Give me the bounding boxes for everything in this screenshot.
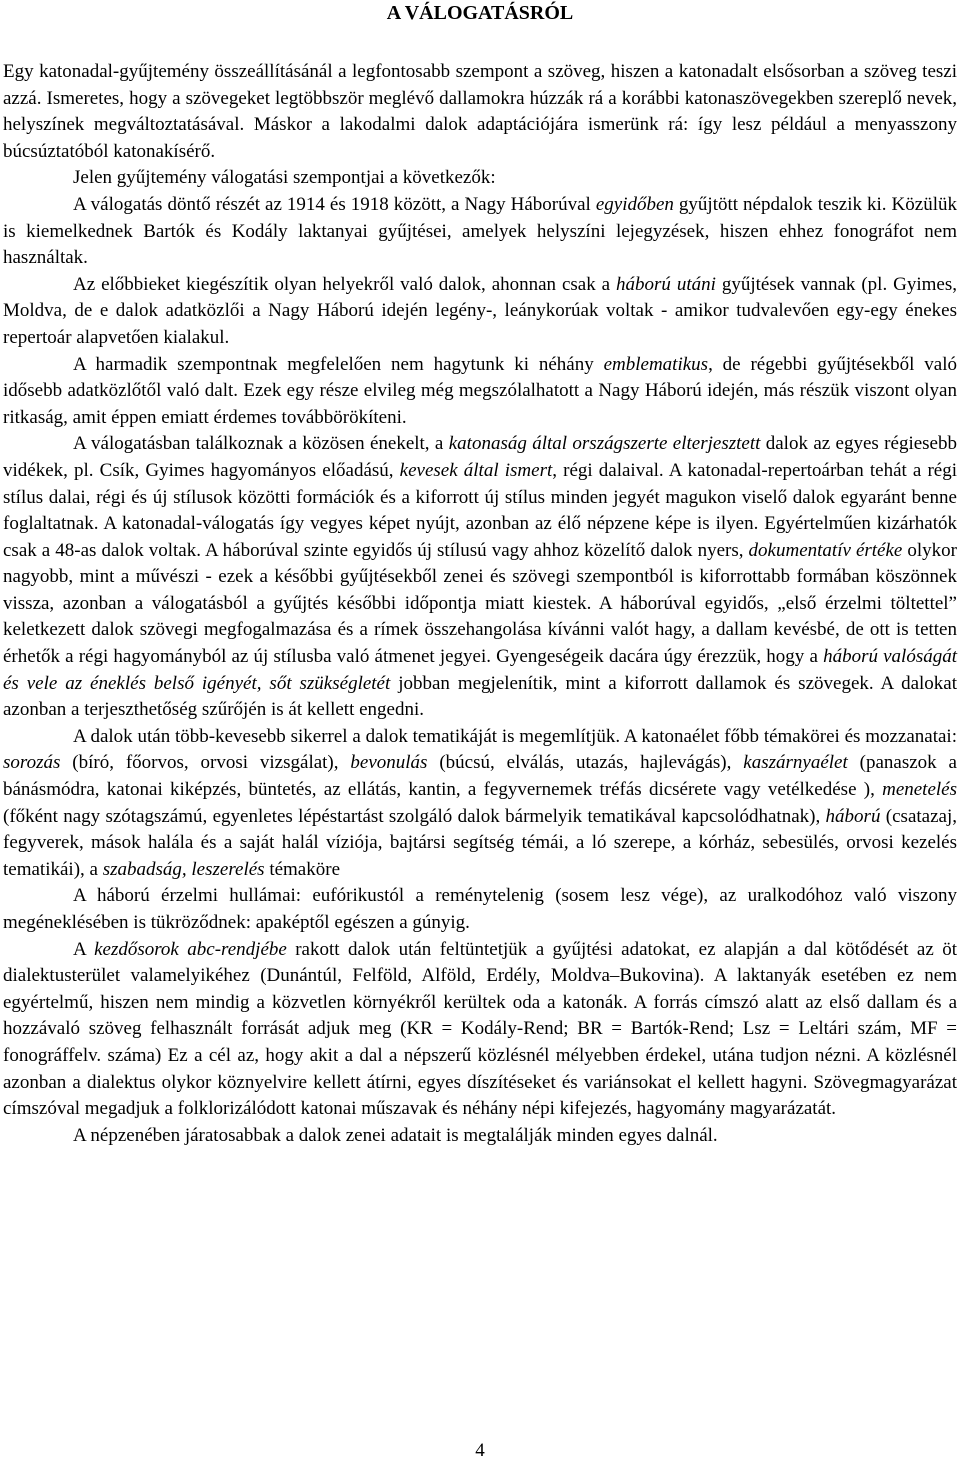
italic-text: kaszárnyaélet	[743, 752, 848, 774]
text-run: gyűjtött népdalok teszik ki. Közülük is kiemelkednek Bartók és Kodály laktanyai gyűjtései, amelyek helyszíni lejegyzések, hiszen ehhez fonográfot nem használtak.	[3, 193, 957, 269]
italic-text: bevonulás	[350, 752, 428, 774]
text-run: Egy katonadal-gyűjtemény összeállításánál a legfontosabb szempont a szöveg, hiszen a katonadalt elsősorban a szöveg teszi azzá. Ismeretes, hogy a szövegeket legtöbbször meglévő dallamokra húzzák rá a korábbi katonaszövegekben szereplő nevek, helyszínek megváltoztatásával. Máskor a lakodalmi dalok adaptációjára ismerünk rá: így lesz például a menyasszony búcsúztatóból katonakísérő.	[3, 61, 957, 162]
text-run: dalok az egyes régiesebb vidékek, pl. Csík, Gyimes hagyományos előadású,	[3, 433, 957, 481]
italic-text: menetelés	[882, 779, 957, 801]
italic-text: háború	[825, 805, 881, 827]
text-run: Jelen gyűjtemény válogatási szempontjai a következők:	[73, 167, 496, 189]
italic-text: háború utáni	[616, 273, 716, 295]
paragraph	[3, 724, 957, 884]
page-number: 4	[475, 1440, 485, 1461]
paragraph	[3, 1123, 957, 1150]
page-title: A VÁLOGATÁSRÓL	[386, 2, 574, 24]
text-run: témaköre	[264, 858, 340, 880]
text-run: , régi dalaival. A katonadal-repertoárban tehát a régi stílus dalai, régi és új stílusok közötti formációk és a kiforrott új stílus minden jegyét magukon viselő dalok egyaránt benne foglaltatnak. A katonadal-válogatás így vegyes képet nyújt, azonban az élő népzene képe is ilyen. Egyértelműen kizárhatók csak a 48-as dalok voltak. A háborúval szinte egyidős új stílusú vagy ahhoz közelítő dalok nyers,	[3, 459, 958, 561]
text-run: gyűjtések vannak (pl. Gyimes, Moldva, de e dalok adatközlői a Nagy Háború idején legény-, leánykorúak voltak - amikor tudvalevően egy-egy énekes repertoár alapvetően kialakul.	[3, 273, 957, 348]
italic-text: sorozás	[3, 752, 61, 774]
paragraph	[3, 192, 957, 272]
text-run: A népzenében járatosabbak a dalok zenei adatait is megtalálják minden egyes dalnál.	[73, 1124, 718, 1146]
paragraph	[3, 937, 957, 1123]
paragraph	[3, 59, 957, 165]
text-run: (csatazaj, fegyverek, mások halála és a saját halál víziója, bajtársi segítség témái, a ló szerepe, a kórház, sebesülés, orvosi kezelés tematikái), a	[3, 805, 957, 880]
text-run: (panaszok a bánásmódra, katonai kiképzés, büntetés, az ellátás, kantin, a fegyvernemek tréfás dicsérete vagy vetélkedése ),	[3, 752, 957, 801]
text-run: olykor nagyobb, mint a művészi - ezek a későbbi gyűjtésekből zenei és szövegi szempontból is kiforrottabb formában köszönnek vissza, azonban a válogatásból a gyűjtés későbbi időpontja miatt kiestek. A háborúval egyidős, „első érzelmi töltettel” keletkezett dalok szövegi megfogalmazása és a rímek összehangolása kívánni valót hagy, a dallam kevésbé, de ott is tetten érhetők a régi hagyományból az új stílusba való átmenet jegyei. Gyengeségeik dacára úgy érezzük, hogy a	[3, 539, 958, 668]
italic-text: emblematikus	[603, 353, 709, 375]
text-run: A háború érzelmi hullámai: eufórikustól a reménytelenig (sosem lesz vége), az uralkodóhoz való viszony megéneklésében is tükröződnek: apaképtől egészen a gúnyig.	[3, 885, 957, 933]
paragraph	[3, 272, 957, 352]
text-run: , de régebbi gyűjtésekből való idősebb adatközlőtől való dalt. Ezek egy része elvileg még megszólalhatott a Nagy Háború idején, más részük viszont olyan ritkaság, amit éppen emiatt érdemes továbbörökíteni.	[3, 353, 957, 428]
italic-text: katonaság által országszerte elterjesztett	[448, 433, 761, 455]
text-run: Az előbbieket kiegészítik olyan helyekről való dalok, ahonnan csak a	[73, 273, 617, 295]
text-run: A válogatás döntő részét az 1914 és 1918 között, a Nagy Háborúval	[73, 193, 596, 215]
text-run: jobban megjelenítik, mint a kiforrott dallamok és szövegek. A dalokat azonban a terjeszthetőség szűrőjén is át kellett engedni.	[3, 672, 958, 721]
body-text	[3, 59, 957, 1149]
text-run: rakott dalok után feltüntetjük a gyűjtési adatokat, ez alapján a dal kötődését az öt dialektusterület valamelyikéhez (Dunántúl, Felföld, Alföld, Erdély, Moldva–Bukovina). A laktanyák esetében ez nem egyértelmű, hiszen nem mindig a közvetlen környékről kerültek oda a katonák. A forrás címszó alatt az első dallam és a hozzávaló szöveg felhasznált forrását adjuk meg (KR = Kodály-Rend; BR = Bartók-Rend; Lsz = Leltári szám, MF = fonográffelv. száma) Ez a cél az, hogy akit a dal a népszerű közlésnél mélyebben érdekel, utána tudjon nézni. A közlésnél azonban a dialektus olykor köznyelvire kellett átírni, egyes díszítéseket és variánsokat el kellett hagyni. Szövegmagyarázat címszóval megadjuk a folklorizálódott katonai műszavak és néhány népi kifejezés, hagyomány magyarázatát.	[3, 938, 957, 1120]
paragraph	[3, 431, 957, 724]
paragraph	[3, 165, 957, 192]
text-run: (bíró, főorvos, orvosi vizsgálat),	[60, 752, 351, 774]
paragraph	[3, 352, 957, 432]
italic-text: kezdősorok abc-rendjébe	[94, 938, 287, 960]
paragraph	[3, 883, 957, 936]
italic-text: háború valóságát és vele az éneklés belső igényét, sőt szükségletét	[3, 646, 957, 694]
text-run: (búcsú, elválás, utazás, hajlevágás),	[427, 752, 744, 774]
text-run: A harmadik szempontnak megfelelően nem hagytunk ki néhány	[73, 353, 604, 375]
italic-text: dokumentatív értéke	[748, 539, 903, 561]
italic-text: kevesek által ismert	[399, 459, 553, 481]
italic-text: szabadság, leszerelés	[102, 858, 265, 880]
text-run: A dalok után több-kevesebb sikerrel a dalok tematikáját is megemlítjük. A katonaélet főbb témakörei és mozzanatai:	[73, 725, 957, 747]
text-run: A válogatásban találkoznak a közösen énekelt, a	[73, 433, 449, 455]
text-run: (főként nagy szótagszámú, egyenletes lépéstartást szolgáló dalok bármelyik tematikával kapcsolódhatnak),	[3, 805, 826, 827]
text-run: A	[73, 938, 95, 960]
italic-text: egyidőben	[595, 193, 674, 215]
